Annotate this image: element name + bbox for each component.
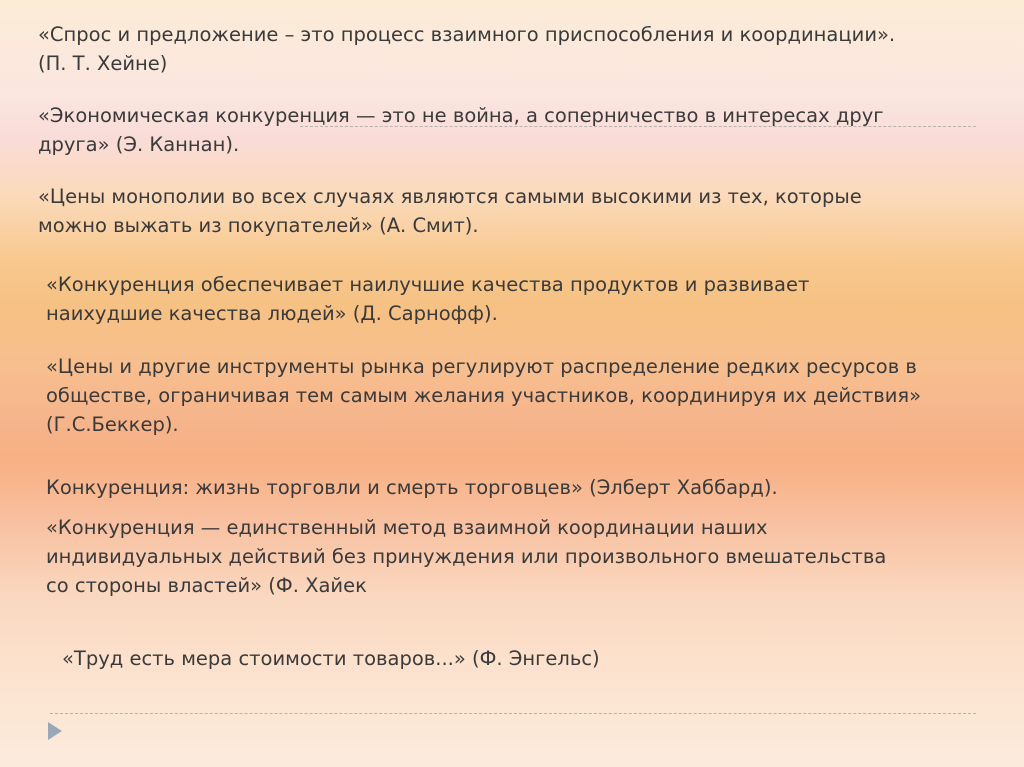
quote-line: друга» (Э. Каннан). [38,133,240,156]
quote-becker [46,352,921,439]
quote-line: «Цены монополии во всех случаях являются самыми высокими из тех, которые [38,185,862,208]
play-arrow-icon [48,722,62,740]
quote-hayek [46,513,886,600]
quote-line: (Г.С.Беккер). [46,413,179,436]
quote-line: «Спрос и предложение – это процесс взаимного приспособления и координации». [38,23,896,46]
quote-line: (П. Т. Хейне) [38,52,168,75]
quote-line: «Экономическая конкуренция — это не война, а соперничество в интересах друг [38,104,884,127]
quote-hubbard [46,473,778,502]
quote-sarnoff [46,270,809,328]
quote-heyne [38,20,895,78]
quote-line: Конкуренция: жизнь торговли и смерть торговцев» (Элберт Хаббард). [46,476,778,499]
quote-engels [62,644,600,673]
quote-line: «Труд есть мера стоимости товаров...» (Ф. Энгельс) [62,647,600,670]
quote-line: со стороны властей» (Ф. Хайек [46,574,367,597]
quote-line: «Цены и другие инструменты рынка регулируют распределение редких ресурсов в [46,355,917,378]
bottom-divider [50,713,976,714]
quote-line: можно выжать из покупателей» (А. Смит). [38,214,479,237]
quote-smith [38,182,862,240]
quote-line: индивидуальных действий без принуждения или произвольного вмешательства [46,545,887,568]
quote-line: обществе, ограничивая тем самым желания участников, координируя их действия» [46,384,922,407]
quote-cannan [38,101,883,159]
quote-line: «Конкуренция обеспечивает наилучшие качества продуктов и развивает [46,273,810,296]
quote-line: «Конкуренция — единственный метод взаимной координации наших [46,516,768,539]
quote-line: наихудшие качества людей» (Д. Сарнофф). [46,302,498,325]
